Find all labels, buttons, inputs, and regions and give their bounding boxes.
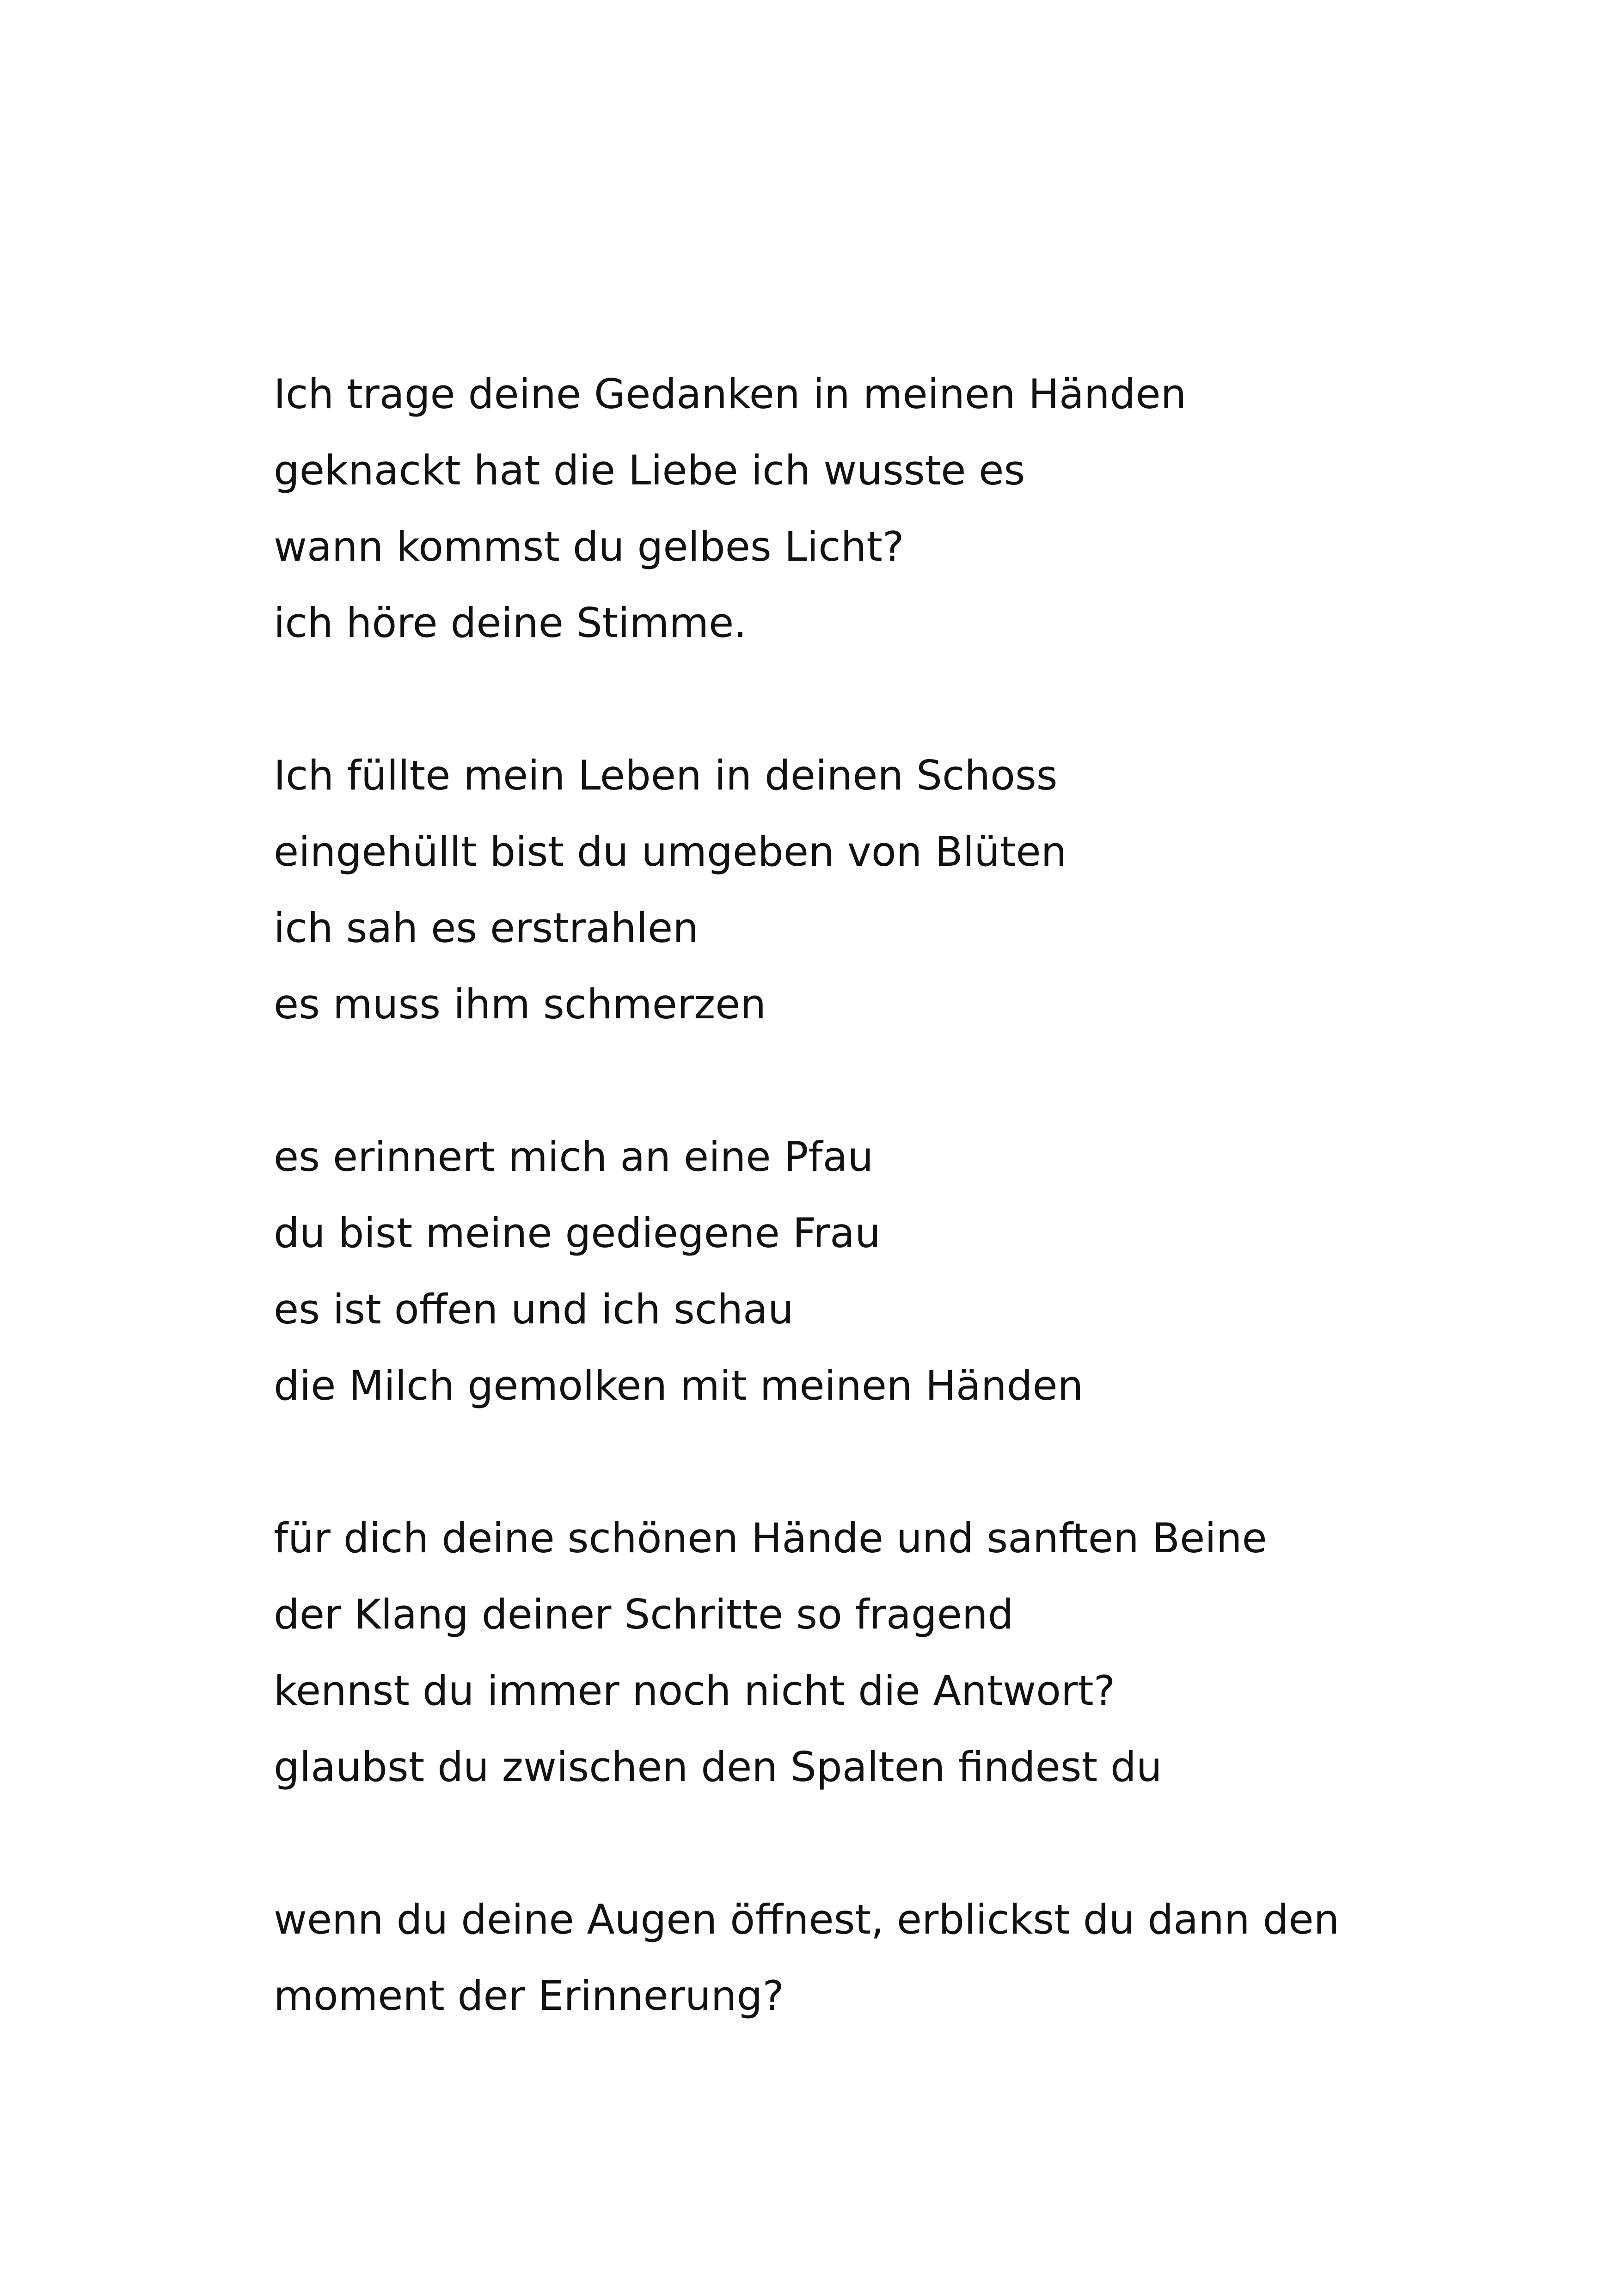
poem-line: es ist offen und ich schau xyxy=(274,1286,794,1333)
poem-line: moment der Erinnerung? xyxy=(274,1972,784,2020)
stanza-3 xyxy=(274,1119,1522,1424)
poem-line: es muss ihm schmerzen xyxy=(274,980,766,1028)
poem-line: wenn du deine Augen öffnest, erblickst du dann den xyxy=(274,1896,1340,1943)
poem-line: wann kommst du gelbes Licht? xyxy=(274,523,904,570)
poem-line: kennst du immer noch nicht die Antwort? xyxy=(274,1667,1115,1714)
poem-line: ich höre deine Stimme. xyxy=(274,599,747,647)
poem-line: eingehüllt bist du umgeben von Blüten xyxy=(274,828,1067,876)
stanza-4 xyxy=(274,1500,1522,1805)
stanza-2 xyxy=(274,737,1522,1042)
stanza-1 xyxy=(274,356,1522,661)
poem-line: es erinnert mich an eine Pfau xyxy=(274,1133,874,1181)
poem-line: du bist meine gediegene Frau xyxy=(274,1209,881,1257)
poem-line: ich sah es erstrahlen xyxy=(274,904,699,952)
poem-line: Ich trage deine Gedanken in meinen Händen xyxy=(274,370,1187,418)
poem-line: geknackt hat die Liebe ich wusste es xyxy=(274,447,1025,494)
poem xyxy=(274,356,1522,2034)
poem-line: der Klang deiner Schritte so fragend xyxy=(274,1591,1014,1638)
poem-line: für dich deine schönen Hände und sanften Beine xyxy=(274,1514,1267,1562)
poem-line: glaubst du zwischen den Spalten findest du xyxy=(274,1743,1162,1791)
poem-line: Ich füllte mein Leben in deinen Schoss xyxy=(274,752,1058,799)
poem-line: die Milch gemolken mit meinen Händen xyxy=(274,1362,1084,1409)
stanza-5 xyxy=(274,1881,1522,2034)
